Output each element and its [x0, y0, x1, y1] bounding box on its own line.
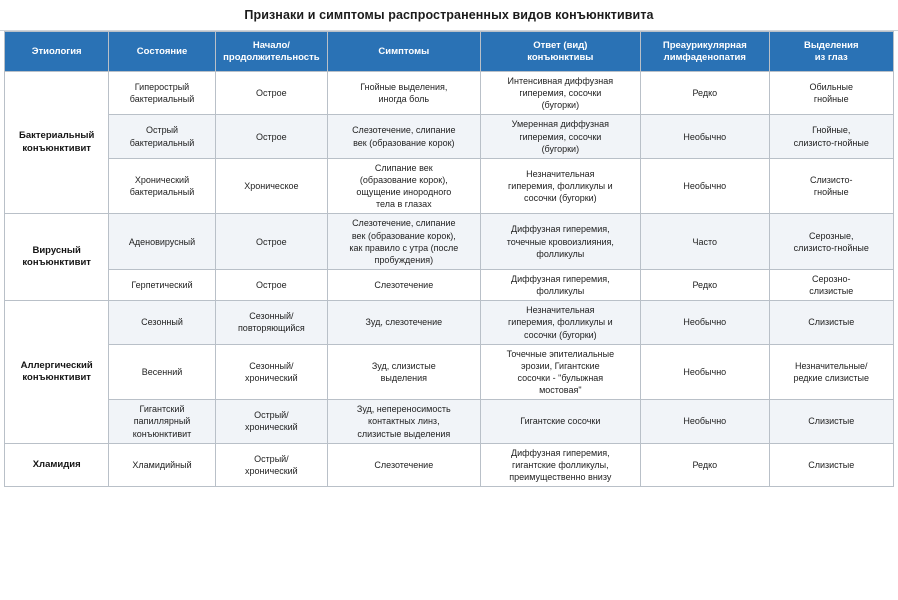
cell-symptoms: Слезотечение [328, 443, 481, 486]
column-header-etiology-line1: Этиология [31, 45, 82, 57]
cell-onset: Острое [215, 269, 327, 300]
cell-discharge: Серозные, слизисто-гнойные [769, 214, 893, 270]
cell-lymphadenopathy: Необычно [641, 400, 769, 443]
column-header-onset [215, 32, 327, 72]
cell-conjunctiva: Незначительная гиперемия, фолликулы и сосочки (бугорки) [480, 301, 641, 344]
cell-onset: Сезонный/ хронический [215, 344, 327, 400]
cell-lymphadenopathy: Редко [641, 443, 769, 486]
table-row [5, 214, 894, 270]
cell-conjunctiva: Интенсивная диффузная гиперемия, сосочки (бугорки) [480, 72, 641, 115]
cell-symptoms: Слезотечение [328, 269, 481, 300]
group-label-viral-line1: Вирусный [32, 244, 81, 256]
column-header-lymphadenopathy-line1: Преаурикулярная [662, 39, 747, 51]
cell-lymphadenopathy: Необычно [641, 344, 769, 400]
cell-conjunctiva: Диффузная гиперемия, гигантские фолликулы, преимущественно внизу [480, 443, 641, 486]
cell-symptoms: Слезотечение, слипание век (образование корок) [328, 115, 481, 158]
column-header-conjunctiva [480, 32, 641, 72]
cell-discharge: Слизистые [769, 400, 893, 443]
cell-discharge: Незначительные/ редкие слизистые [769, 344, 893, 400]
cell-condition: Сезонный [109, 301, 215, 344]
column-header-symptoms-line1: Симптомы [378, 45, 430, 57]
conjunctivitis-table [4, 31, 894, 487]
column-header-discharge-line1: Выделения [803, 39, 859, 51]
cell-symptoms: Зуд, слизистые выделения [328, 344, 481, 400]
group-label-viral [5, 214, 109, 301]
cell-condition: Аденовирусный [109, 214, 215, 270]
cell-discharge: Слизисто- гнойные [769, 158, 893, 214]
column-header-condition-line1: Состояние [136, 45, 188, 57]
cell-condition: Весенний [109, 344, 215, 400]
table-row [5, 443, 894, 486]
table-row [5, 344, 894, 400]
group-label-bacterial-line2: конъюнктивит [22, 142, 91, 154]
cell-discharge: Слизистые [769, 443, 893, 486]
cell-discharge: Гнойные, слизисто-гнойные [769, 115, 893, 158]
table-row [5, 269, 894, 300]
group-label-chlamydia [5, 443, 109, 486]
cell-condition: Хронический бактериальный [109, 158, 215, 214]
cell-discharge: Серозно- слизистые [769, 269, 893, 300]
cell-symptoms: Слипание век (образование корок), ощущение инородного тела в глазах [328, 158, 481, 214]
column-header-condition [109, 32, 215, 72]
cell-conjunctiva: Точечные эпителиальные эрозии, Гигантские сосочки - "булыжная мостовая" [480, 344, 641, 400]
table-row [5, 115, 894, 158]
cell-discharge: Слизистые [769, 301, 893, 344]
cell-condition: Гиперострый бактериальный [109, 72, 215, 115]
column-header-onset-line1: Начало/ [252, 39, 290, 51]
cell-discharge: Обильные гнойные [769, 72, 893, 115]
table-row [5, 400, 894, 443]
cell-lymphadenopathy: Необычно [641, 115, 769, 158]
group-label-viral-line2: конъюнктивит [22, 257, 91, 269]
column-header-conjunctiva-line1: Ответ (вид) [533, 39, 588, 51]
page-title: Признаки и симптомы распространенных видов конъюнктивита [244, 8, 654, 22]
column-header-discharge-line2: из глаз [814, 51, 848, 63]
group-label-allergic-line1: Аллергический [20, 359, 93, 371]
cell-lymphadenopathy: Необычно [641, 301, 769, 344]
cell-symptoms: Зуд, слезотечение [328, 301, 481, 344]
cell-onset: Острый/ хронический [215, 400, 327, 443]
column-header-conjunctiva-line2: конъюнктивы [527, 51, 594, 63]
column-header-lymphadenopathy-line2: лимфаденопатия [663, 51, 746, 63]
column-header-lymphadenopathy [641, 32, 769, 72]
table-row [5, 158, 894, 214]
column-header-onset-line2: продолжительность [223, 51, 320, 63]
cell-onset: Острый/ хронический [215, 443, 327, 486]
cell-symptoms: Зуд, непереносимость контактных линз, слизистые выделения [328, 400, 481, 443]
cell-lymphadenopathy: Редко [641, 72, 769, 115]
cell-condition: Хламидийный [109, 443, 215, 486]
page-bottom-clip [0, 592, 898, 600]
cell-conjunctiva: Незначительная гиперемия, фолликулы и сосочки (бугорки) [480, 158, 641, 214]
column-header-discharge [769, 32, 893, 72]
cell-condition: Гигантский папиллярный конъюнктивит [109, 400, 215, 443]
cell-lymphadenopathy: Необычно [641, 158, 769, 214]
cell-onset: Хроническое [215, 158, 327, 214]
cell-onset: Острое [215, 214, 327, 270]
cell-onset: Острое [215, 115, 327, 158]
table-row [5, 72, 894, 115]
cell-onset: Острое [215, 72, 327, 115]
cell-conjunctiva: Диффузная гиперемия, точечные кровоизлияния, фолликулы [480, 214, 641, 270]
cell-symptoms: Гнойные выделения, иногда боль [328, 72, 481, 115]
cell-condition: Острый бактериальный [109, 115, 215, 158]
group-label-bacterial [5, 72, 109, 214]
cell-conjunctiva: Диффузная гиперемия, фолликулы [480, 269, 641, 300]
column-header-symptoms [328, 32, 481, 72]
document-title-bar [0, 0, 898, 31]
table-header-row [5, 32, 894, 72]
cell-condition: Герпетический [109, 269, 215, 300]
group-label-bacterial-line1: Бактериальный [19, 130, 95, 142]
cell-lymphadenopathy: Часто [641, 214, 769, 270]
group-label-allergic [5, 301, 109, 443]
table-header [5, 32, 894, 72]
group-label-allergic-line2: конъюнктивит [22, 371, 91, 383]
group-label-chlamydia-line1: Хламидия [32, 458, 81, 470]
table-row [5, 301, 894, 344]
column-header-etiology [5, 32, 109, 72]
table-body [5, 72, 894, 487]
cell-lymphadenopathy: Редко [641, 269, 769, 300]
cell-conjunctiva: Гигантские сосочки [480, 400, 641, 443]
cell-onset: Сезонный/ повторяющийся [215, 301, 327, 344]
cell-symptoms: Слезотечение, слипание век (образование корок), как правило с утра (после пробуждения) [328, 214, 481, 270]
cell-conjunctiva: Умеренная диффузная гиперемия, сосочки (бугорки) [480, 115, 641, 158]
